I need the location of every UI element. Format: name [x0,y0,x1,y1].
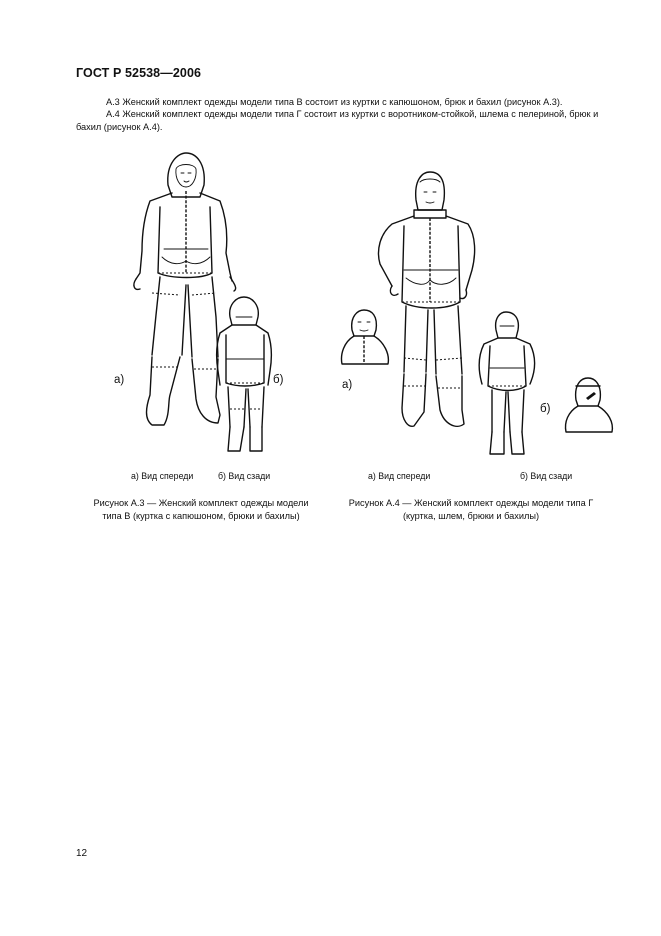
figure-a4-label-a: а) [342,379,353,391]
figure-a3 [80,145,330,485]
figure-a4-back-view [479,312,534,454]
figure-a3-subcaption-front: а) Вид спереди [131,471,194,481]
page-header: ГОСТ Р 52538—2006 [76,66,202,80]
figure-a4 [330,160,620,485]
paragraph-a4 [76,108,616,134]
figure-a4-subcaption-front: а) Вид спереди [368,471,431,481]
figure-a4-front-view [379,172,475,426]
page-number: 12 [76,848,88,859]
figure-a4-illustration [330,160,620,485]
figure-a4-helmet-back [566,378,613,432]
figure-a3-caption-line1: Рисунок А.3 — Женский комплект одежды модели [93,498,309,508]
figure-a3-label-b: б) [273,374,284,386]
figure-a4-helmet-front [342,310,389,364]
figure-a3-caption-line2: типа В (куртка с капюшоном, брюки и бахилы) [102,511,300,521]
figure-a4-subcaption-back: б) Вид сзади [520,471,573,481]
figure-a4-caption-line1: Рисунок А.4 — Женский комплект одежды модели типа Г [348,498,594,508]
figure-a4-caption [336,497,606,523]
paragraph-a4-text: А.4 Женский комплект одежды модели типа Г состоит из куртки с воротником-стойкой, шлема с пелериной, брюк и бахил (рисунок А.4). [76,109,599,132]
figure-a3-label-a: а) [114,374,125,386]
paragraph-a3-text: А.3 Женский комплект одежды модели типа В состоит из куртки с капюшоном, брюк и бахил (рисунок А.3). [106,97,563,107]
figure-a4-caption-line2: (куртка, шлем, брюки и бахилы) [402,511,540,521]
figure-a3-illustration [80,145,330,485]
figure-a3-caption [76,497,326,523]
figure-a3-back-view [217,297,272,451]
figure-a3-subcaption-back: б) Вид сзади [218,471,271,481]
figure-a4-label-b: б) [540,403,551,415]
